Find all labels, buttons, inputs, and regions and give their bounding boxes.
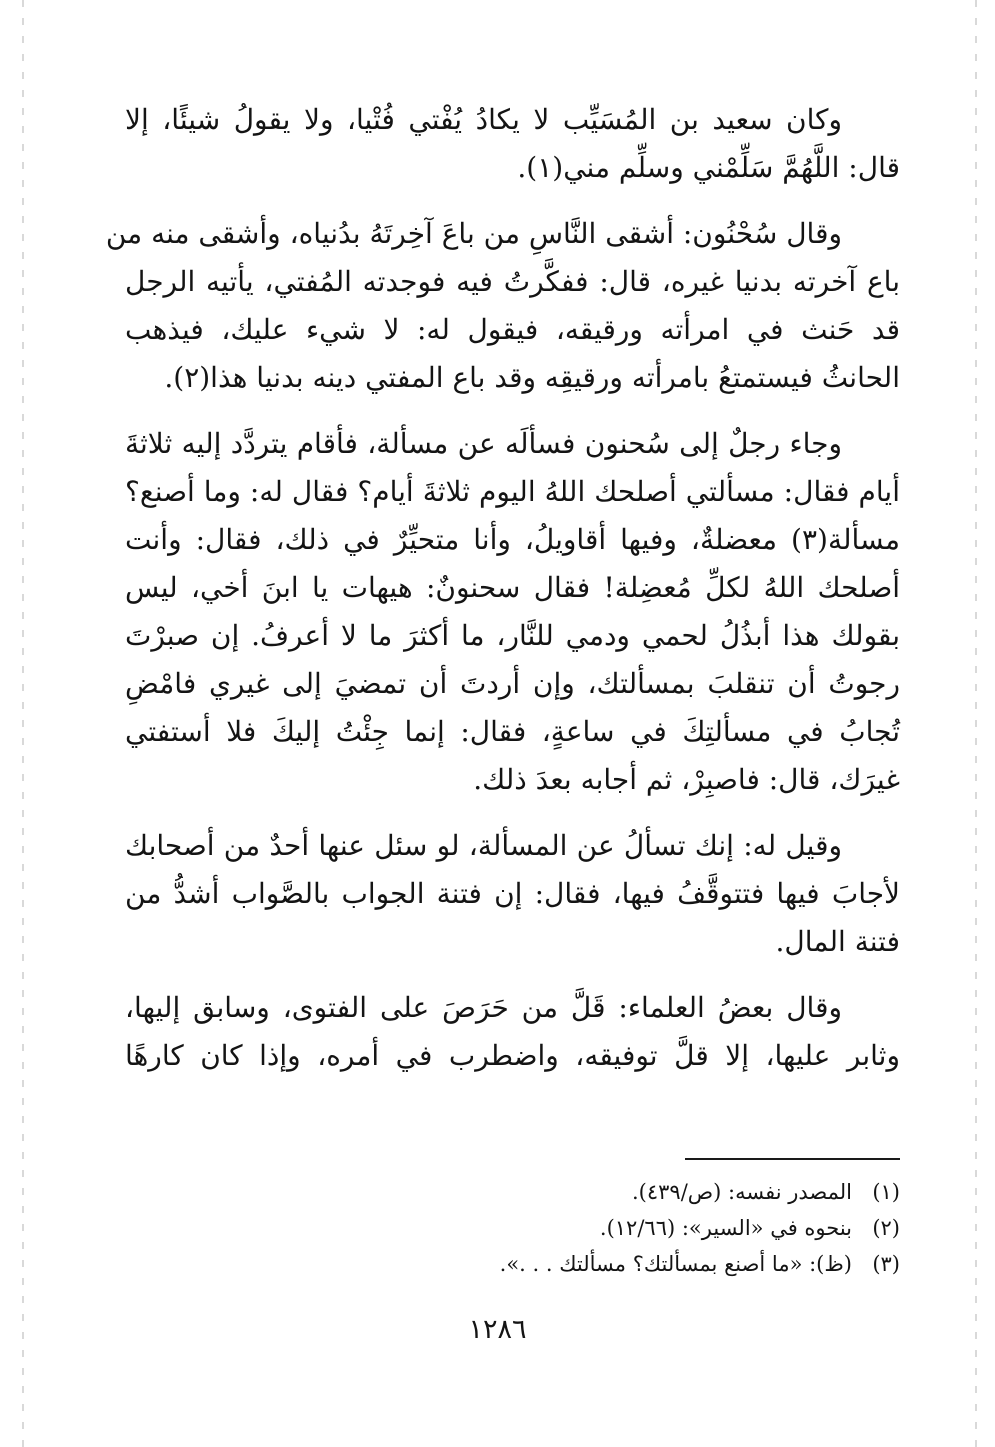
text-line: وجاء رجلٌ إلى سُحنون فسألَه عن مسألة، فأقام يتردَّد إليه ثلاثةَ	[125, 427, 842, 460]
text-line: رجوتُ أن تنقلبَ بمسألتك، وإن أردتَ أن تمضيَ إلى غيري فامْضِ	[125, 667, 900, 700]
text-line: أيام فقال: مسألتي أصلحك اللهُ اليوم ثلاثةَ أيام؟ فقال له: وما أصنع؟	[125, 475, 900, 508]
text-line: مسألة(٣) معضلةٌ، وفيها أقاويلُ، وأنا متحيِّرٌ في ذلك، فقال: وأنت	[125, 523, 900, 556]
text-line: وكان سعيد بن المُسَيِّب لا يكادُ يُفْتي فُتْيا، ولا يقولُ شيئًا، إلا	[125, 103, 842, 136]
scan-edge-left	[22, 0, 24, 1447]
footnote-number: (٢)	[872, 1216, 900, 1240]
paragraph	[125, 420, 900, 804]
footnote	[125, 1210, 900, 1246]
text-line: وقال سُحْنُون: أشقى النَّاسِ من باعَ آخِرتَهُ بدُنياه، وأشقى منه من	[105, 217, 842, 250]
footnote	[125, 1174, 900, 1210]
footnote-text: المصدر نفسه: (ص/٤٣٩).	[631, 1180, 852, 1204]
footnote-number: (٣)	[872, 1252, 900, 1276]
footnotes	[125, 1174, 900, 1282]
text-line: فتنة المال.	[775, 925, 900, 958]
text-line: الحانثُ فيستمتعُ بامرأته ورقيقِه وقد باع المفتي دينه بدنيا هذا(٢).	[164, 361, 900, 394]
paragraph	[125, 96, 900, 192]
footnote-text: (ظ): «ما أصنع بمسألتك؟ مسألتك . . .».	[499, 1252, 852, 1276]
text-line: بقولك هذا أبذُلُ لحمي ودمي للنَّار، ما أكثرَ ما لا أعرفُ. إن صبرْتَ	[125, 619, 900, 652]
footnote-separator	[685, 1158, 900, 1160]
paragraph	[125, 984, 900, 1080]
paragraph	[105, 210, 900, 402]
text-line: أصلحك اللهُ لكلِّ مُعضِلة! فقال سحنونٌ: هيهات يا ابنَ أخي، ليس	[125, 571, 900, 604]
text-line: باع آخرته بدنيا غيره، قال: ففكَّرتُ فيه فوجدته المُفتي، يأتيه الرجل	[125, 265, 900, 298]
text-line: تُجابُ في مسألتِكَ في ساعةٍ، فقال: إنما جِئْتُ إليكَ فلا أستفتي	[125, 715, 900, 748]
text-line: غيرَك، قال: فاصبِرْ، ثم أجابه بعدَ ذلك.	[473, 763, 900, 796]
text-line: وقيل له: إنك تسألُ عن المسألة، لو سئل عنها أحدٌ من أصحابك	[125, 829, 842, 862]
text-line: وقال بعضُ العلماء: قَلَّ من حَرَصَ على الفتوى، وسابق إليها،	[125, 991, 842, 1024]
text-line: قد حَنث في امرأته ورقيقه، فيقول له: لا شيء عليك، فيذهب	[125, 313, 900, 346]
page-number: ١٢٨٦	[468, 1314, 527, 1345]
text-line: وثابر عليها، إلا قلَّ توفيقه، واضطرب في أمره، وإذا كان كارهًا	[125, 1039, 900, 1072]
footnote	[125, 1246, 900, 1282]
footnote-number: (١)	[872, 1180, 900, 1204]
footnote-text: بنحوه في «السير»: (١٢/٦٦).	[599, 1216, 852, 1240]
text-line: قال: اللَّهُمَّ سَلِّمْني وسلِّم مني(١).	[517, 151, 900, 184]
main-text-body	[105, 96, 900, 1098]
text-line: لأجابَ فيها فتتوقَّفُ فيها، فقال: إن فتنة الجواب بالصَّواب أشدُّ من	[125, 877, 900, 910]
scan-edge-right	[975, 0, 977, 1447]
paragraph	[125, 822, 900, 966]
